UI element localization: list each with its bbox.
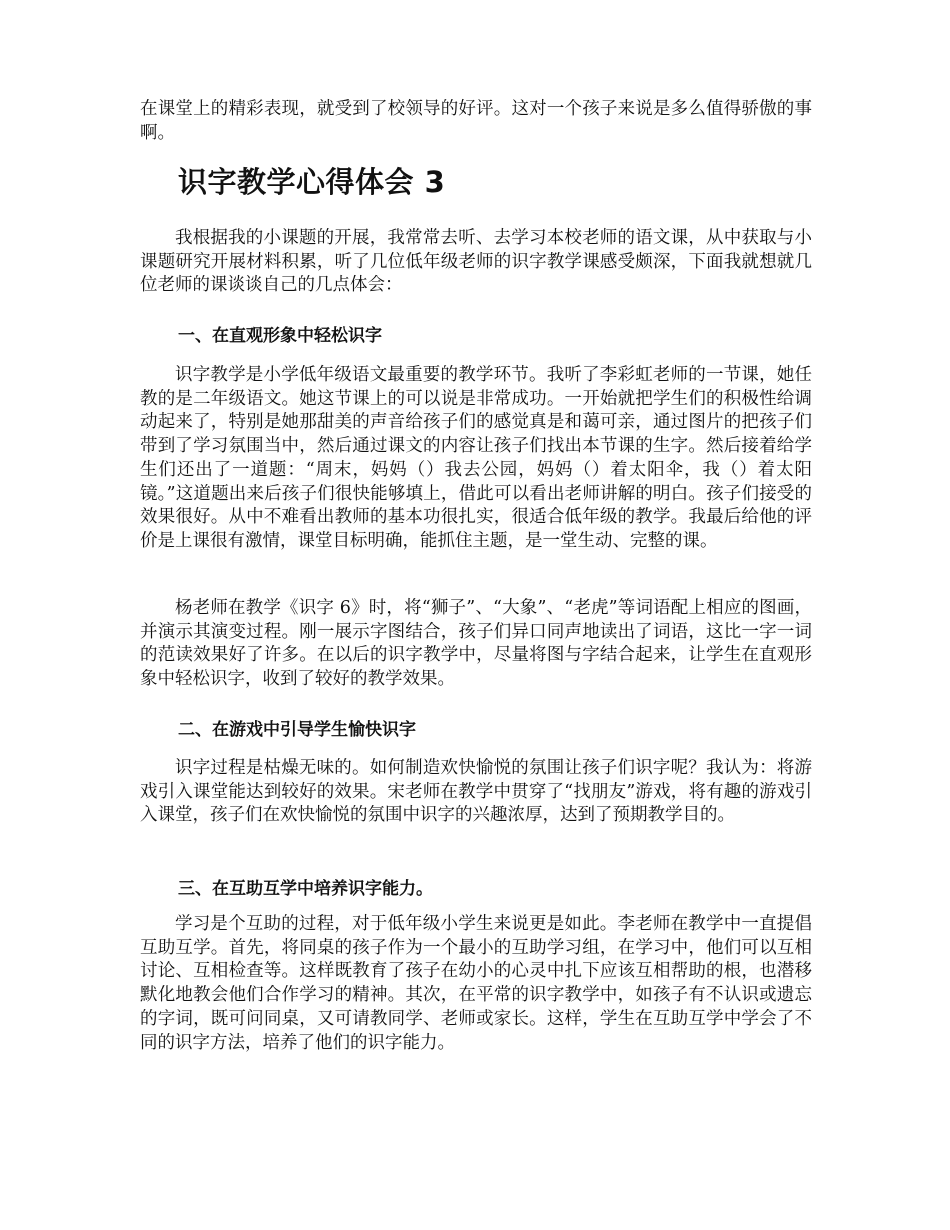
page-title: 识字教学心得体会 3 <box>178 165 446 199</box>
section-heading-1: 一、在直观形象中轻松识字 <box>178 326 382 346</box>
section-heading-3: 三、在互助互学中培养识字能力。 <box>178 879 433 899</box>
section-2-paragraph-1: 识字过程是枯燥无味的。如何制造欢快愉悦的氛围让孩子们识字呢？我认为：将游戏引入课堂能达到较好的效果。宋老师在教学中贯穿了“找朋友”游戏，将有趣的游戏引入课堂，孩子们在欢快愉悦的氛围中识字的兴趣浓厚，达到了预期教学目的。 <box>140 758 812 826</box>
section-1-paragraph-1: 识字教学是小学低年级语文最重要的教学环节。我听了李彩虹老师的一节课，她任教的是二年级语文。她这节课上的可以说是非常成功。一开始就把学生们的积极性给调动起来了，特别是她那甜美的声音给孩子们的感觉真是和蔼可亲，通过图片的把孩子们带到了学习氛围当中，然后通过课文的内容让孩子们找出本节课的生字。然后接着给学生们还出了一道题：“周末，妈妈（）我去公园，妈妈（）着太阳伞，我（）着太阳镜。”这道题出来后孩子们很快能够填上，借此可以看出老师讲解的明白。孩子们接受的效果很好。从中不难看出教师的基本功很扎实，很适合低年级的教学。我最后给他的评价是上课很有激情，课堂目标明确，能抓住主题，是一堂生动、完整的课。 <box>140 365 812 551</box>
opening-paragraph: 我根据我的小课题的开展，我常常去听、去学习本校老师的语文课，从中获取与小课题研究开展材料积累，听了几位低年级老师的识字教学课感受颇深，下面我就想就几位老师的课谈谈自己的几点体会： <box>140 228 812 296</box>
intro-continuation-paragraph: 在课堂上的精彩表现，就受到了校领导的好评。这对一个孩子来说是多么值得骄傲的事啊。 <box>140 99 812 143</box>
section-1-paragraph-2: 杨老师在教学《识字 6》时，将“狮子”、“大象”、“老虎”等词语配上相应的图画，并演示其演变过程。刚一展示字图结合，孩子们异口同声地读出了词语，这比一字一词的范读效果好了许多。在以后的识字教学中，尽量将图与字结合起来，让学生在直观形象中轻松识字，收到了较好的教学效果。 <box>140 598 812 690</box>
section-3-paragraph-1: 学习是个互助的过程，对于低年级小学生来说更是如此。李老师在教学中一直提倡互助互学。首先，将同桌的孩子作为一个最小的互助学习组，在学习中，他们可以互相讨论、互相检查等。这样既教育了孩子在幼小的心灵中扎下应该互相帮助的根，也潜移默化地教会他们合作学习的精神。其次，在平常的识字教学中，如孩子有不认识或遗忘的字词，既可问同桌，又可请教同学、老师或家长。这样，学生在互助互学中学会了不同的识字方法，培养了他们的识字能力。 <box>140 914 812 1053</box>
section-heading-2: 二、在游戏中引导学生愉快识字 <box>178 720 416 740</box>
